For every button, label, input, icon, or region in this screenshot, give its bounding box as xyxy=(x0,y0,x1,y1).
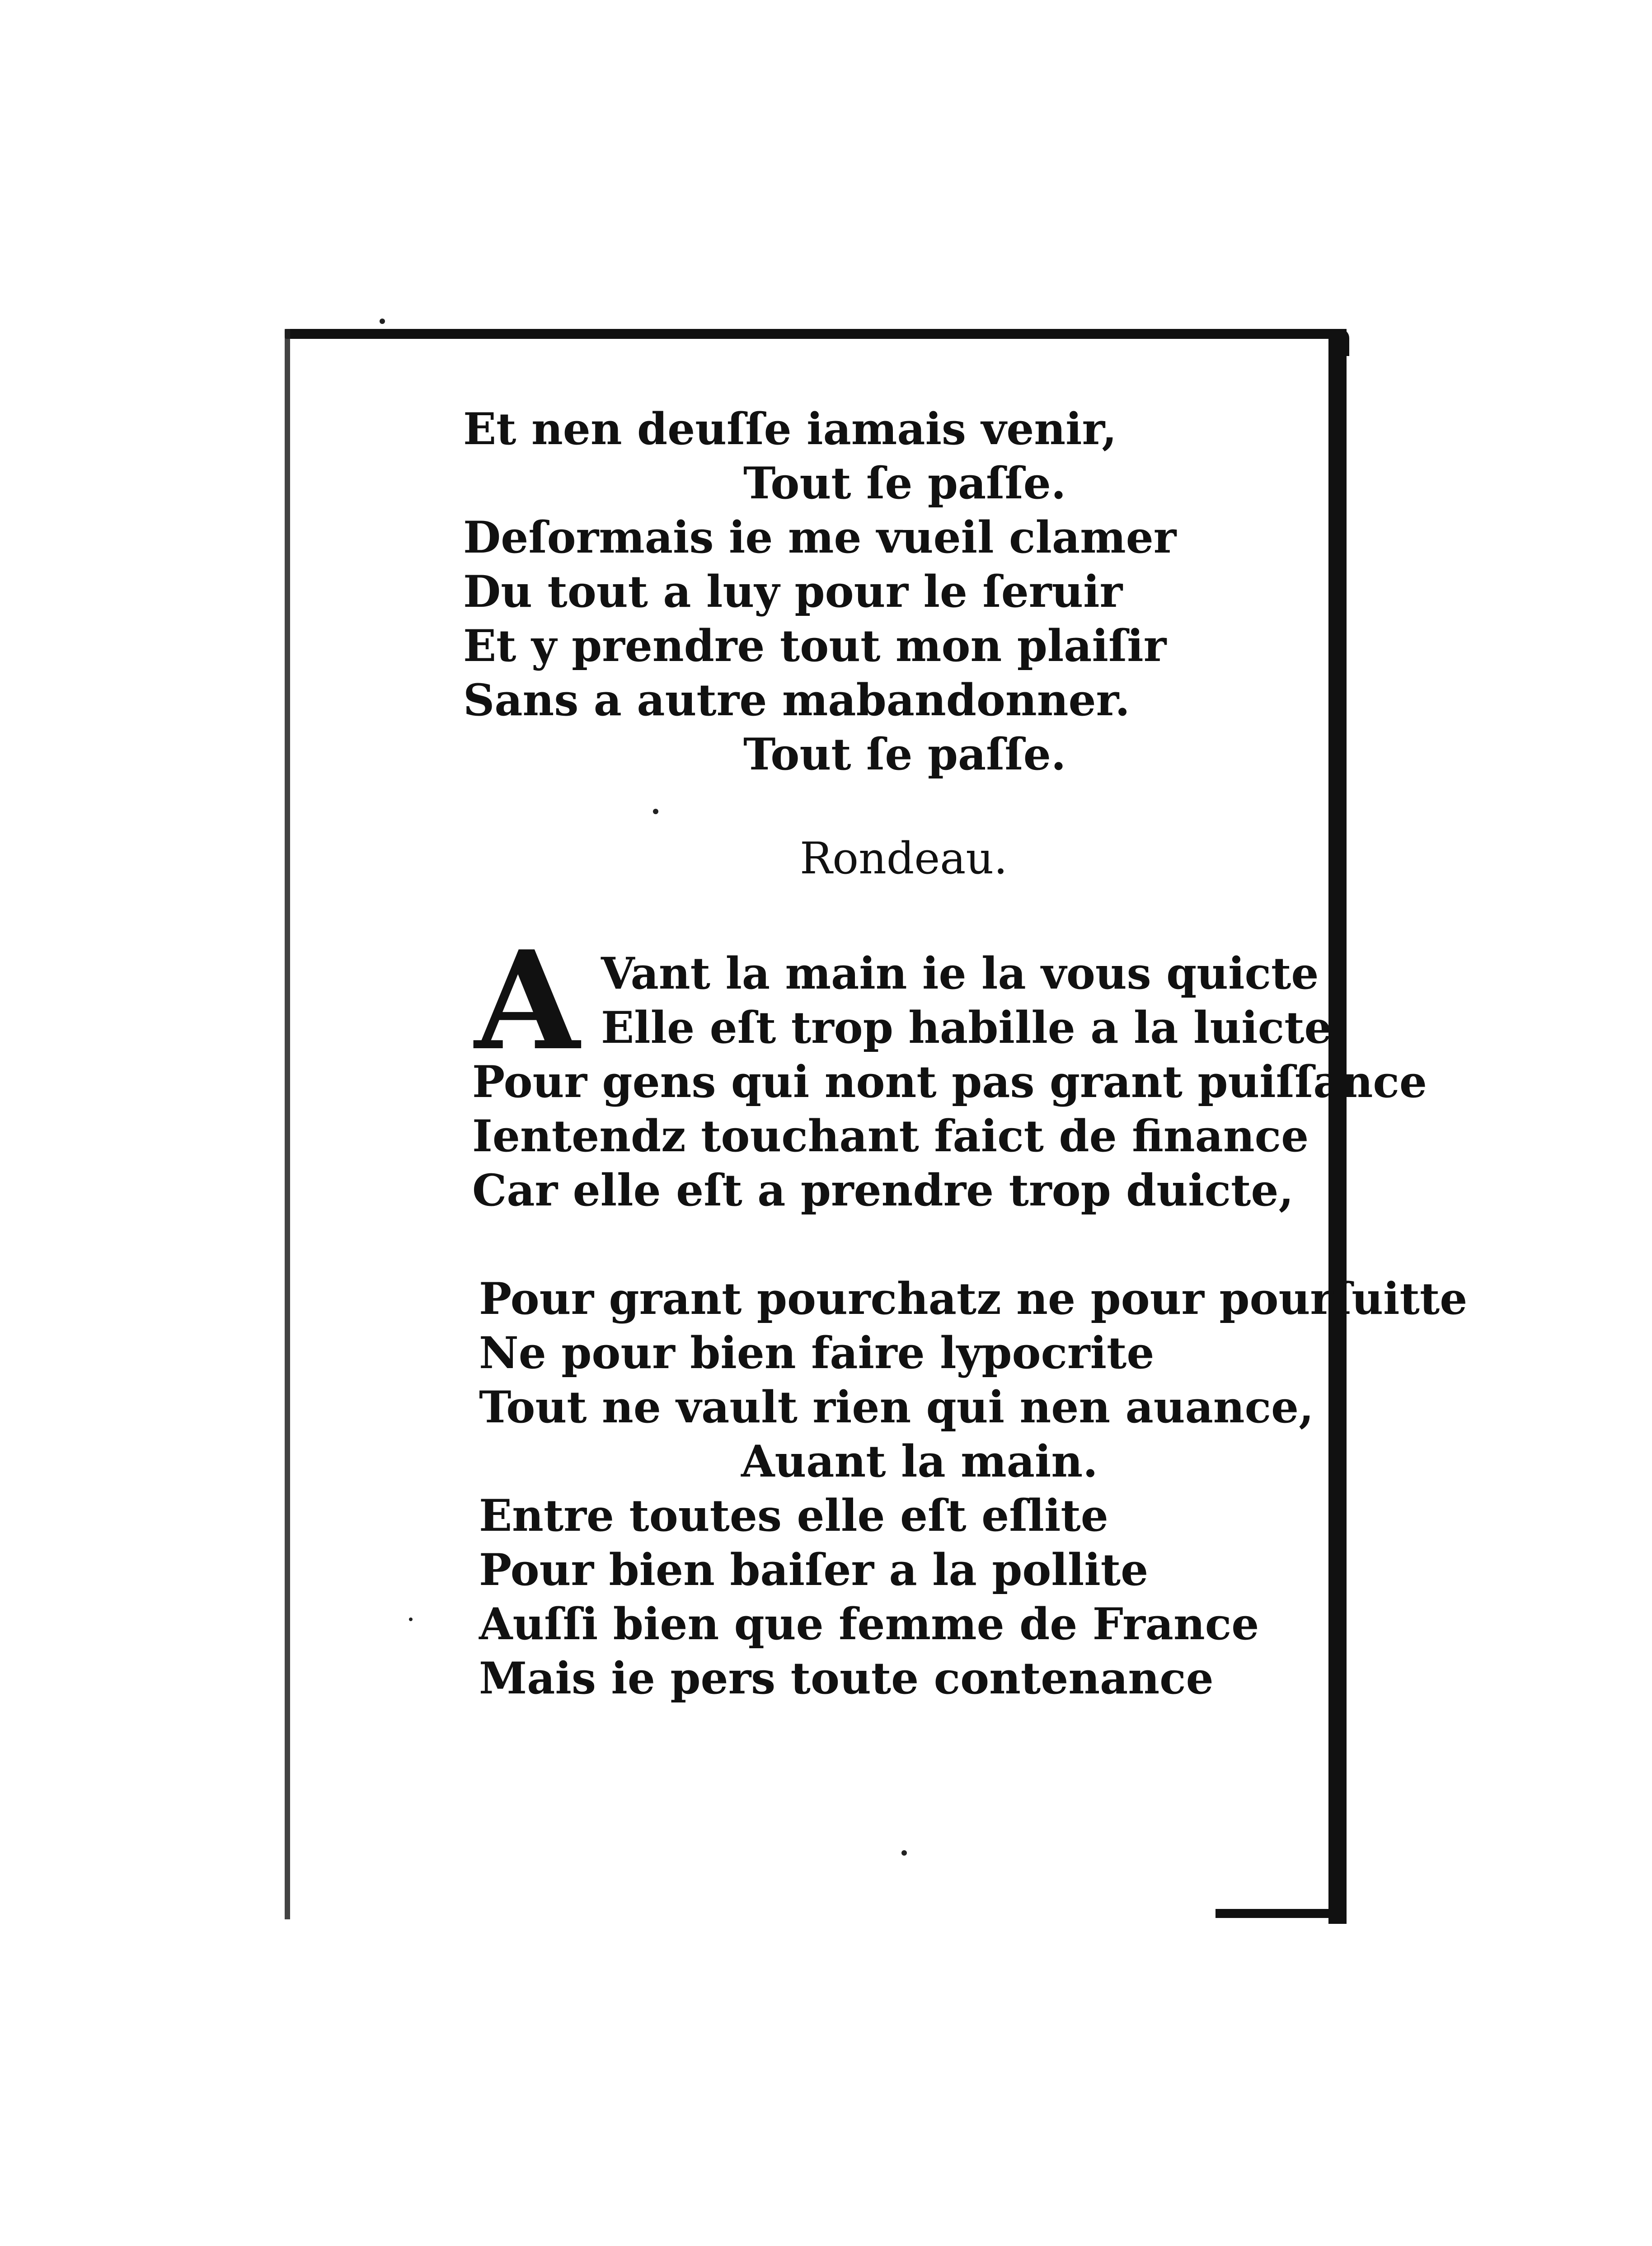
rondeau-line: Vant la main ie la vous quicte xyxy=(601,948,1319,999)
ink-speck xyxy=(380,319,385,324)
poem-line: Et nen deuſſe iamais venir, xyxy=(463,403,1117,455)
page-frame-bottom xyxy=(1216,1909,1347,1918)
ink-speck xyxy=(901,1850,907,1856)
rondeau-line: Ne pour bien faire lypocrite xyxy=(479,1327,1155,1379)
ink-speck xyxy=(409,1618,413,1621)
rondeau-line: Auſſi bien que femme de France xyxy=(479,1599,1259,1650)
refrain-line: Auant la main. xyxy=(741,1436,1098,1487)
drop-initial: A xyxy=(474,921,580,1080)
poem-line: Du tout a luy pour le ſeruir xyxy=(463,566,1123,617)
page-frame-left xyxy=(285,329,290,1919)
rondeau-line: Pour gens qui nont pas grant puiſſance xyxy=(472,1056,1427,1107)
rondeau-line: Ientendz touchant faict de finance xyxy=(472,1111,1309,1162)
refrain-line: Tout ſe paſſe. xyxy=(743,458,1066,509)
poem-line: Deſormais ie me vueil clamer xyxy=(463,512,1177,563)
rondeau-line: Tout ne vault rien qui nen auance, xyxy=(479,1382,1314,1433)
rondeau-line: Car elle eſt a prendre trop duicte, xyxy=(472,1165,1294,1216)
rondeau-title: Rondeau. xyxy=(800,833,1008,884)
rondeau-line: Pour grant pourchatz ne pour pourſuitte xyxy=(479,1273,1468,1324)
rondeau-line: Elle eſt trop habille a la luicte xyxy=(601,1002,1332,1053)
poem-line: Sans a autre mabandonner. xyxy=(463,675,1130,726)
rondeau-line: Pour bien baiſer a la pollite xyxy=(479,1544,1149,1595)
refrain-line: Tout ſe paſſe. xyxy=(743,729,1066,780)
poem-line: Et y prendre tout mon plaiſir xyxy=(463,620,1167,671)
page-frame-right xyxy=(1328,329,1347,1924)
page-frame-top xyxy=(285,329,1347,339)
rondeau-line: Entre toutes elle eſt eſlite xyxy=(479,1490,1108,1541)
ink-speck xyxy=(653,809,658,814)
rondeau-line: Mais ie pers toute contenance xyxy=(479,1653,1214,1704)
